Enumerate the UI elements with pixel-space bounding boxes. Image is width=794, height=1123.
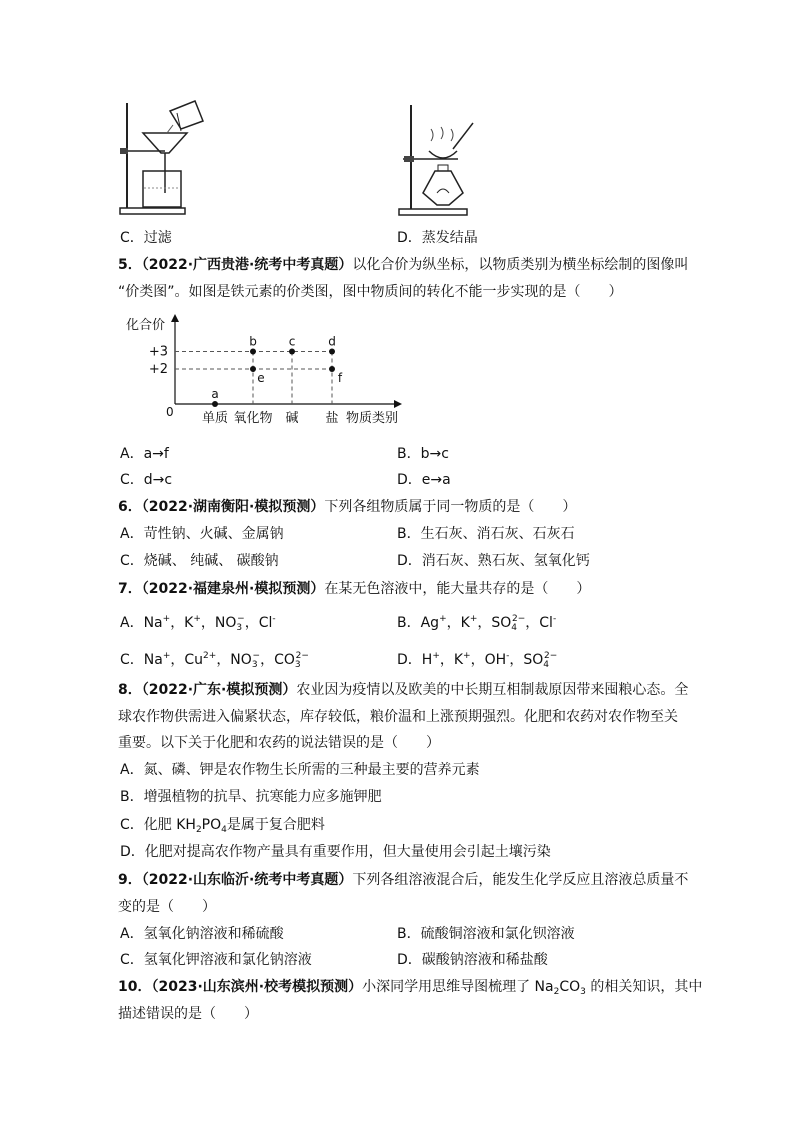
question-5-text-line2: “价类图”。如图是铁元素的价类图，图中物质间的转化不能一步实现的是（ ） (118, 284, 623, 300)
point-label-c: c (288, 334, 296, 349)
question-text-b: CO (559, 979, 581, 995)
question-source: （2022·福建泉州·模拟预测） (141, 581, 325, 597)
chart-axes (171, 314, 402, 408)
question-source: （2022·湖南衡阳·模拟预测） (141, 499, 325, 515)
q5-option-a: A．a→f (120, 446, 169, 462)
question-text: 农业因为疫情以及欧美的中长期互相制裁原因带来囤粮心态。全 (296, 682, 689, 698)
y-tick-label: +2 (148, 362, 168, 377)
question-source: （2022·山东临沂·统考中考真题） (141, 872, 353, 888)
q6-option-b: B．生石灰、消石灰、石灰石 (397, 526, 575, 542)
q7-option-c: C．Na+，$Cu^{2+}$，$NO_3^-$，$CO_3^{2-}$ (120, 651, 309, 670)
x-tick-label: 碱 (285, 411, 299, 426)
origin-label: 0 (166, 405, 174, 419)
data-point-b (250, 349, 256, 355)
point-label-a: a (211, 387, 219, 401)
question-8-line2: 球农作物供需进入偏紧状态，库存较低，粮价温和上涨预期强烈。化肥和农药对农作物至关 (118, 709, 678, 725)
q8-option-d: D．化肥对提高农作物产量具有重要作用，但大量使用会引起土壤污染 (120, 844, 551, 860)
question-source: （2022·广东·模拟预测） (141, 682, 297, 698)
data-point-e (250, 366, 256, 372)
q8-option-c: C．化肥 $KH_2PO_4$是属于复合肥料 (120, 817, 325, 835)
question-7 (118, 579, 590, 599)
point-label-e: e (257, 371, 265, 385)
point-label-d: d (328, 334, 336, 349)
q9-option-d: D．碳酸钠溶液和稀盐酸 (397, 952, 548, 968)
question-source: （2023·山东滨州·校考模拟预测） (151, 979, 363, 995)
q7-option-d: D．H+，K+，OH-，$SO_4^{2-}$ (397, 651, 558, 670)
question-6 (118, 497, 576, 517)
q7-option-b: B．Ag+，K+，$SO_4^{2-}$，Cl- (397, 614, 557, 633)
q6-option-d: D．消石灰、熟石灰、氢氧化钙 (397, 553, 590, 569)
y-tick-label: +3 (148, 344, 168, 360)
question-number: 9． (118, 872, 142, 888)
x-tick-label: 盐 (325, 411, 339, 426)
question-text-c: 的相关知识，其中 (585, 979, 703, 995)
filtration-apparatus-figure (115, 93, 215, 218)
question-8-line3: 重要。以下关于化肥和农药的说法错误的是（ ） (118, 735, 440, 751)
evaporation-apparatus-figure (393, 101, 493, 219)
question-number: 6． (118, 499, 142, 515)
question-number: 8． (118, 682, 142, 698)
question-number: 5． (118, 257, 142, 273)
y-axis-label: 化合价 (126, 318, 166, 333)
question-text: 下列各组溶液混合后，能发生化学反应且溶液总质量不 (352, 872, 689, 888)
x-tick-label: 氧化物 (233, 411, 273, 426)
x-tick-label: 单质 (201, 411, 229, 426)
valence-category-chart (118, 312, 418, 430)
q5-option-d: D．e→a (397, 472, 451, 488)
question-9-line2: 变的是（ ） (118, 899, 216, 915)
question-5 (118, 255, 688, 275)
q5-option-b: B．b→c (397, 446, 449, 462)
question-text: 以化合价为纵坐标，以物质类别为横坐标绘制的图像叫 (352, 257, 689, 273)
option-c-label: C．过滤 (120, 230, 172, 246)
q7-option-a: A．Na+，K+，$NO_3^-$，Cl- (120, 614, 276, 633)
point-label-b: b (249, 334, 257, 349)
question-text-a: 小深同学用思维导图梳理了 Na (362, 979, 554, 995)
q6-option-a: A．苛性钠、火碱、金属钠 (120, 526, 284, 542)
q6-option-c: C．烧碱、 纯碱、 碳酸钠 (120, 553, 279, 569)
data-point-a (212, 401, 218, 407)
option-d-label: D．蒸发结晶 (397, 230, 478, 246)
q9-option-c: C．氢氧化钾溶液和氯化钠溶液 (120, 952, 312, 968)
data-point-d (329, 349, 335, 355)
question-9 (118, 870, 688, 890)
question-10: 10．（2023·山东滨州·校考模拟预测）小深同学用思维导图梳理了 $Na_2CO_3$ 的相关知识，其中 (118, 979, 703, 997)
data-point-f (329, 366, 335, 372)
question-8 (118, 680, 688, 700)
q9-option-a: A．氢氧化钠溶液和稀硫酸 (120, 926, 284, 942)
question-text: 下列各组物质属于同一物质的是（ ） (324, 499, 577, 515)
data-point-c (289, 349, 295, 355)
point-label-f: f (337, 371, 343, 385)
question-number: 7． (118, 581, 142, 597)
question-10-line2: 描述错误的是（ ） (118, 1006, 258, 1022)
q8-option-b: B．增强植物的抗旱、抗寒能力应多施钾肥 (120, 789, 382, 805)
question-number: 10． (118, 979, 152, 995)
q5-option-c: C．d→c (120, 472, 173, 488)
question-text: 在某无色溶液中，能大量共存的是（ ） (324, 581, 591, 597)
question-source: （2022·广西贵港·统考中考真题） (141, 257, 353, 273)
q8-option-a: A．氮、磷、钾是农作物生长所需的三种最主要的营养元素 (120, 762, 480, 778)
x-axis-label: 物质类别 (346, 411, 399, 426)
q9-option-b: B．硫酸铜溶液和氯化钡溶液 (397, 926, 575, 942)
